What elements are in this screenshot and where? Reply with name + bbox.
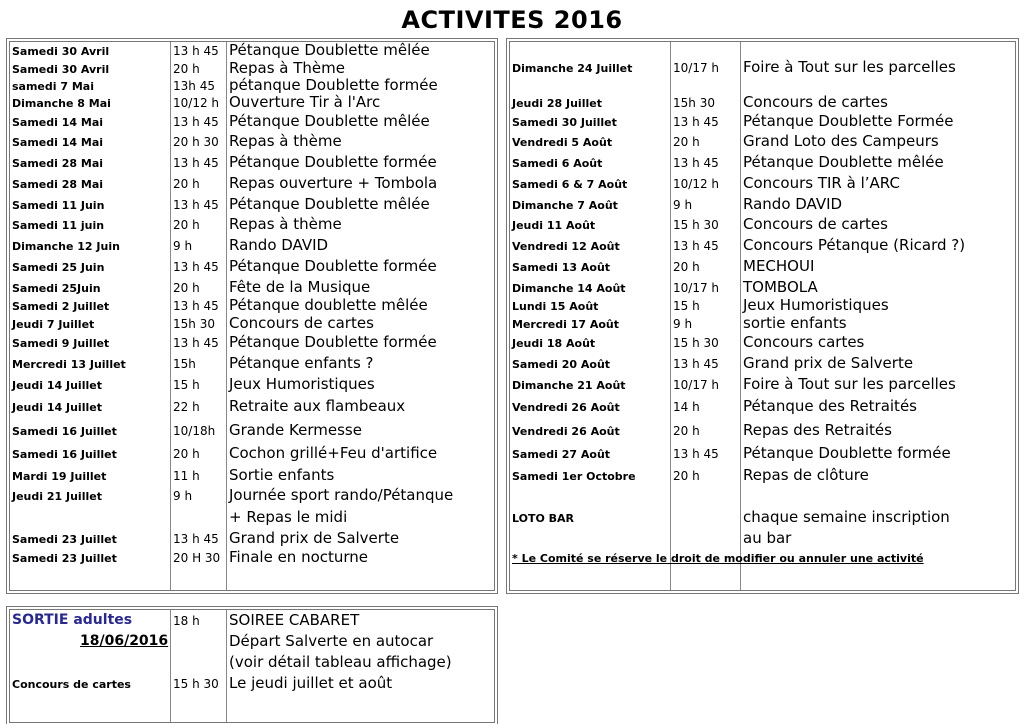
row-date: Samedi 23 Juillet xyxy=(12,533,117,546)
disclaimer-note: * Le Comité se réserve le droit de modifier ou annuler une activité xyxy=(512,552,924,565)
row-date: Samedi 28 Mai xyxy=(12,157,104,170)
sortie-date: 18/06/2016 xyxy=(80,633,169,649)
row-date: Samedi 14 Mai xyxy=(12,116,104,129)
row-time: 9 h xyxy=(173,239,193,253)
sortie-line: Départ Salverte en autocar xyxy=(229,632,434,650)
row-activity: Grand Loto des Campeurs xyxy=(743,132,939,150)
row-time: 13 h 45 xyxy=(673,115,719,129)
row-date: Jeudi 7 Juillet xyxy=(12,318,95,331)
row-date: Jeudi 28 Juillet xyxy=(512,97,602,110)
row-date: Mercredi 13 Juillet xyxy=(12,358,126,371)
right-schedule-table xyxy=(509,41,1016,591)
row-activity: Pétanque des Retraités xyxy=(743,397,917,415)
row-date: Dimanche 14 Août xyxy=(512,282,626,295)
row-time: 20 h xyxy=(673,135,700,149)
sortie-line: (voir détail tableau affichage) xyxy=(229,653,452,671)
row-activity: Rando DAVID xyxy=(743,195,843,213)
row-time: 20 h xyxy=(673,424,700,438)
row-activity: Grande Kermesse xyxy=(229,421,362,439)
row-date: Samedi 30 Avril xyxy=(12,45,110,58)
row-activity: Concours de cartes xyxy=(743,93,888,111)
row-time: 14 h xyxy=(673,400,700,414)
row-activity: chaque semaine inscription xyxy=(743,508,950,526)
row-date: Samedi 9 Juillet xyxy=(12,337,110,350)
row-date: Samedi 2 Juillet xyxy=(12,300,110,313)
row-time: 13 h 45 xyxy=(173,532,219,546)
row-activity: Repas ouverture + Tombola xyxy=(229,174,438,192)
row-time: 10/12 h xyxy=(673,177,720,191)
sortie-line: SOIREE CABARET xyxy=(229,611,360,629)
row-activity: Rando DAVID xyxy=(229,236,329,254)
row-time: 20 H 30 xyxy=(173,551,221,565)
row-activity: Concours Pétanque (Ricard ?) xyxy=(743,236,966,254)
row-activity: TOMBOLA xyxy=(743,278,818,296)
row-activity: Pétanque Doublette Formée xyxy=(743,112,954,130)
row-date: Lundi 15 Août xyxy=(512,300,599,313)
row-date: Jeudi 11 Août xyxy=(512,219,596,232)
row-time: 10/17 h xyxy=(673,281,720,295)
row-time: 13 h 45 xyxy=(173,336,219,350)
row-activity: au bar xyxy=(743,529,792,547)
row-activity: Pétanque Doublette mêlée xyxy=(229,195,430,213)
row-activity: Cochon grillé+Feu d'artifice xyxy=(229,444,438,462)
row-time: 15 h 30 xyxy=(673,218,719,232)
sortie-label: SORTIE adultes xyxy=(12,612,133,628)
row-date: Samedi 27 Août xyxy=(512,448,611,461)
row-activity: Repas à thème xyxy=(229,215,342,233)
row-activity: Jeux Humoristiques xyxy=(743,296,889,314)
row-activity: Journée sport rando/Pétanque xyxy=(229,486,454,504)
row-date: Jeudi 21 Juillet xyxy=(12,490,102,503)
row-time: 13 h 45 xyxy=(173,299,219,313)
cartes-label: Concours de cartes xyxy=(12,678,131,691)
row-time: 10/18h xyxy=(173,424,216,438)
row-time: 15h 30 xyxy=(173,317,215,331)
row-date: Mercredi 17 Août xyxy=(512,318,620,331)
row-activity: Jeux Humoristiques xyxy=(229,375,375,393)
row-time: 20 h xyxy=(173,177,200,191)
row-time: 15h xyxy=(173,357,196,371)
row-time: 13h 45 xyxy=(173,79,215,93)
row-time: 20 h xyxy=(173,218,200,232)
row-date: Samedi 1er Octobre xyxy=(512,470,636,483)
row-activity: Repas de clôture xyxy=(743,466,869,484)
row-time: 10/17 h xyxy=(673,378,720,392)
row-time: 20 h xyxy=(173,62,200,76)
row-time: 9 h xyxy=(673,198,693,212)
row-time: 11 h xyxy=(173,469,200,483)
row-date: Vendredi 12 Août xyxy=(512,240,620,253)
row-activity: Grand prix de Salverte xyxy=(229,529,400,547)
row-date: Samedi 25 Juin xyxy=(12,261,105,274)
row-time: 13 h 45 xyxy=(673,239,719,253)
row-activity: Foire à Tout sur les parcelles xyxy=(743,375,956,393)
row-time: 20 h xyxy=(673,469,700,483)
row-date: Samedi 23 Juillet xyxy=(12,552,117,565)
row-time: 20 h xyxy=(173,447,200,461)
row-activity: Finale en nocturne xyxy=(229,548,369,566)
row-time: 15 h xyxy=(173,378,200,392)
row-date: Samedi 16 Juillet xyxy=(12,425,117,438)
row-time: 15 h 30 xyxy=(673,336,719,350)
row-date: Samedi 6 & 7 Août xyxy=(512,178,628,191)
row-activity: Pétanque enfants ? xyxy=(229,354,374,372)
row-date: Samedi 30 Juillet xyxy=(512,116,617,129)
row-activity: Grand prix de Salverte xyxy=(743,354,914,372)
row-date: Jeudi 14 Juillet xyxy=(12,401,102,414)
row-time: 13 h 45 xyxy=(173,198,219,212)
row-date: Dimanche 8 Mai xyxy=(12,97,111,110)
row-activity: Pétanque Doublette mêlée xyxy=(229,112,430,130)
row-date: Samedi 20 Août xyxy=(512,358,611,371)
row-time: 20 h xyxy=(673,260,700,274)
row-date: Vendredi 26 Août xyxy=(512,425,620,438)
row-time: 10/17 h xyxy=(673,61,720,75)
row-date: Samedi 14 Mai xyxy=(12,136,104,149)
row-time: 13 h 45 xyxy=(173,44,219,58)
row-time: 13 h 45 xyxy=(173,115,219,129)
row-date: LOTO BAR xyxy=(512,512,575,525)
row-activity: Foire à Tout sur les parcelles xyxy=(743,58,956,76)
row-activity: Repas à thème xyxy=(229,132,342,150)
page-title: ACTIVITES 2016 xyxy=(401,6,623,34)
row-date: Samedi 16 Juillet xyxy=(12,448,117,461)
row-activity: Repas à Thème xyxy=(229,59,345,77)
column-divider xyxy=(226,610,227,722)
row-activity: Ouverture Tir à l'Arc xyxy=(229,93,381,111)
row-date: Vendredi 5 Août xyxy=(512,136,613,149)
row-date: Vendredi 26 Août xyxy=(512,401,620,414)
row-date: Dimanche 7 Août xyxy=(512,199,618,212)
row-time: 15 h xyxy=(673,299,700,313)
row-activity: pétanque Doublette formée xyxy=(229,76,438,94)
row-date: samedi 7 Mai xyxy=(12,80,94,93)
row-date: Samedi 28 Mai xyxy=(12,178,104,191)
row-date: Dimanche 21 Août xyxy=(512,379,626,392)
column-divider xyxy=(170,610,171,722)
left-schedule-table xyxy=(9,41,495,591)
row-activity: Concours de cartes xyxy=(743,215,888,233)
row-activity: Pétanque doublette mêlée xyxy=(229,296,428,314)
row-date: Mardi 19 Juillet xyxy=(12,470,107,483)
row-date: Jeudi 18 Août xyxy=(512,337,596,350)
row-activity: Pétanque Doublette formée xyxy=(229,153,437,171)
row-date: Samedi 25Juin xyxy=(12,282,101,295)
row-date: Samedi 13 Août xyxy=(512,261,611,274)
row-activity: Pétanque Doublette formée xyxy=(229,257,437,275)
row-date: Samedi 30 Avril xyxy=(12,63,110,76)
column-divider xyxy=(170,42,171,590)
row-time: 22 h xyxy=(173,400,200,414)
bottom-table xyxy=(9,609,495,723)
row-time: 9 h xyxy=(673,317,693,331)
row-activity: Retraite aux flambeaux xyxy=(229,397,406,415)
row-date: Samedi 11 juin xyxy=(12,219,105,232)
row-activity: + Repas le midi xyxy=(229,508,348,526)
row-date: Dimanche 24 Juillet xyxy=(512,62,633,75)
sortie-time: 18 h xyxy=(173,614,200,628)
row-time: 13 h 45 xyxy=(673,156,719,170)
row-time: 13 h 45 xyxy=(673,357,719,371)
row-time: 10/12 h xyxy=(173,96,220,110)
row-time: 15h 30 xyxy=(673,96,715,110)
column-divider xyxy=(740,42,741,590)
row-activity: Pétanque Doublette formée xyxy=(743,444,951,462)
row-activity: Sortie enfants xyxy=(229,466,335,484)
row-time: 20 h xyxy=(173,281,200,295)
row-activity: Pétanque Doublette formée xyxy=(229,333,437,351)
row-activity: Concours cartes xyxy=(743,333,865,351)
row-date: Samedi 6 Août xyxy=(512,157,603,170)
row-activity: Pétanque Doublette mêlée xyxy=(743,153,944,171)
row-activity: Concours TIR à l’ARC xyxy=(743,174,900,192)
cartes-time: 15 h 30 xyxy=(173,677,219,691)
row-date: Jeudi 14 Juillet xyxy=(12,379,102,392)
cartes-activity: Le jeudi juillet et août xyxy=(229,674,393,692)
row-activity: Fête de la Musique xyxy=(229,278,371,296)
column-divider xyxy=(670,42,671,590)
row-time: 13 h 45 xyxy=(673,447,719,461)
row-activity: Repas des Retraités xyxy=(743,421,892,439)
row-time: 13 h 45 xyxy=(173,260,219,274)
row-activity: MECHOUI xyxy=(743,257,815,275)
column-divider xyxy=(226,42,227,590)
row-activity: Concours de cartes xyxy=(229,314,374,332)
row-date: Samedi 11 Juin xyxy=(12,199,105,212)
row-activity: Pétanque Doublette mêlée xyxy=(229,41,430,59)
row-date: Dimanche 12 Juin xyxy=(12,240,120,253)
row-time: 20 h 30 xyxy=(173,135,219,149)
row-time: 9 h xyxy=(173,489,193,503)
row-activity: sortie enfants xyxy=(743,314,847,332)
row-time: 13 h 45 xyxy=(173,156,219,170)
